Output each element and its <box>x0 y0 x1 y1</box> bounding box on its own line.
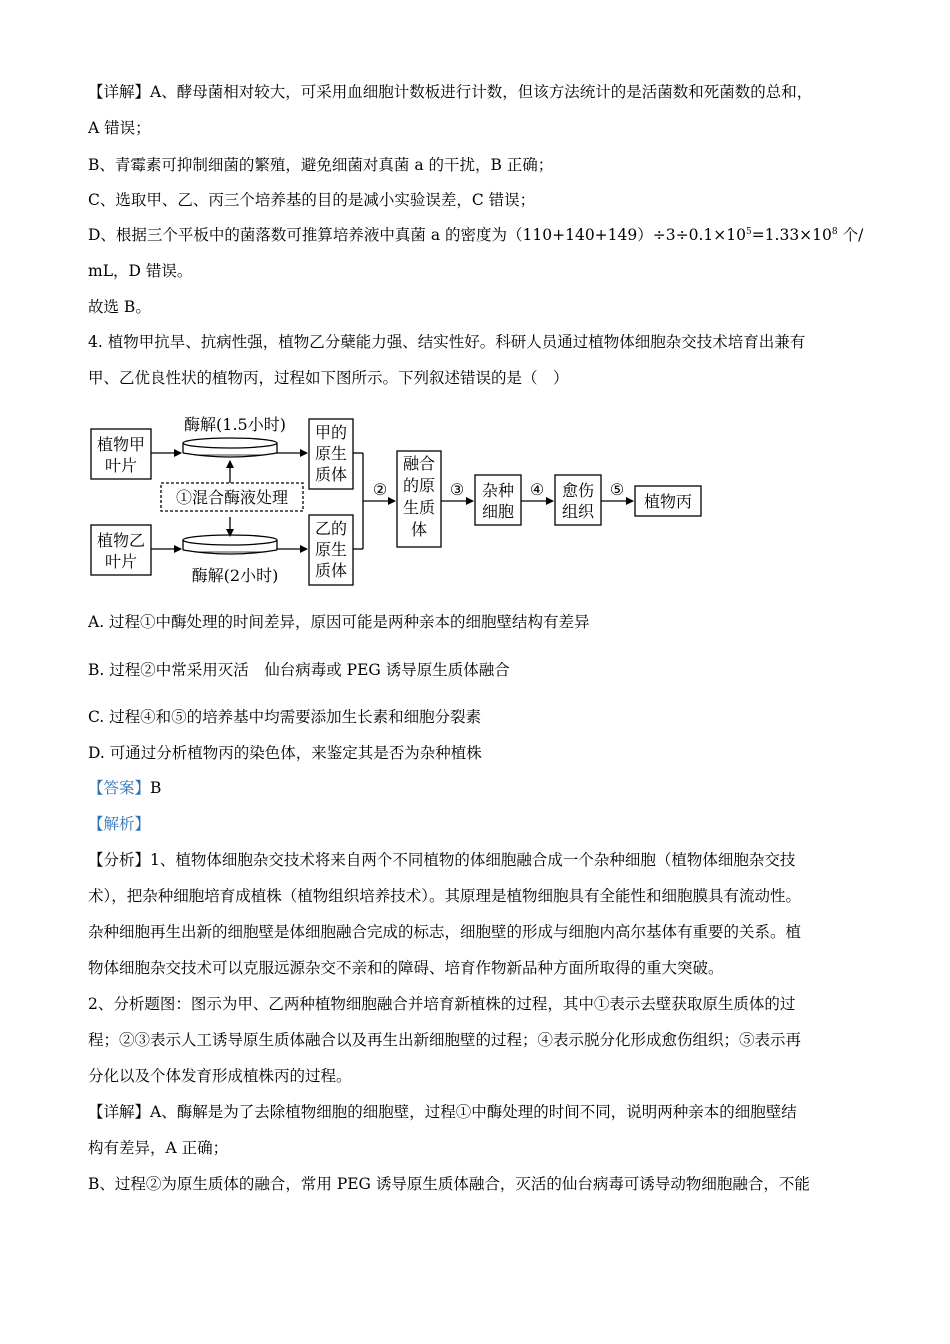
exponent-8: 8 <box>831 226 838 237</box>
analysis-detail-line-1: 【详解】A、酶解是为了去除植物细胞的细胞壁，过程①中酶处理的时间不同，说明两种亲本的细胞壁结 <box>88 1103 797 1121</box>
option-b: B. 过程②中常采用灭活 仙台病毒或 PEG 诱导原生质体融合 <box>88 661 510 679</box>
fused-line-4: 体 <box>410 520 428 539</box>
exponent-5: 5 <box>745 226 752 237</box>
hybrid-line-2: 细胞 <box>481 502 515 521</box>
process-diagram <box>85 405 710 590</box>
protoplast-a-line-1: 甲的 <box>314 423 348 442</box>
mix-enzyme-label: ①混合酶液处理 <box>175 488 289 507</box>
step-4-label: ④ <box>529 480 545 499</box>
fused-line-1: 融合 <box>402 454 436 473</box>
question-line-1: 4. 植物甲抗旱、抗病性强，植物乙分蘖能力强、结实性好。科研人员通过植物体细胞杂交技术培育出兼有 <box>88 333 806 351</box>
hybrid-line-1: 杂种 <box>481 481 515 500</box>
detail-line-3: B、青霉素可抑制细菌的繁殖，避免细菌对真菌 a 的干扰，B 正确； <box>88 156 554 174</box>
answer-label: 【答案】 <box>88 779 151 797</box>
analysis-label: 【解析】 <box>88 815 151 833</box>
leaf-b-line-2: 叶片 <box>104 552 138 571</box>
detail-line-5 <box>88 225 863 245</box>
step-5-label: ⑤ <box>609 480 625 499</box>
analysis-p1-line-1: 【分析】1、植物体细胞杂交技术将来自两个不同植物的体细胞融合成一个杂种细胞（植物体细胞杂交技 <box>88 851 796 869</box>
enzyme-bottom-label: 酶解(2小时) <box>191 566 279 585</box>
analysis-p2-line-1: 2、分析题图：图示为甲、乙两种植物细胞融合并培育新植株的过程，其中①表示去壁获取原生质体的过 <box>88 995 796 1013</box>
protoplast-a-line-2: 原生 <box>314 444 348 463</box>
detail-line-6: mL，D 错误。 <box>88 262 193 280</box>
analysis-detail-line-2: 构有差异，A 正确； <box>88 1139 229 1157</box>
analysis-p2-line-2: 程；②③表示人工诱导原生质体融合以及再生出新细胞壁的过程；④表示脱分化形成愈伤组织；⑤表示再 <box>88 1031 802 1049</box>
protoplast-a-line-3: 质体 <box>314 465 348 484</box>
callus-line-2: 组织 <box>561 502 595 521</box>
callus-line-1: 愈伤 <box>561 481 595 500</box>
analysis-p1-line-3: 杂种细胞再生出新的细胞壁是体细胞融合完成的标志，细胞壁的形成与细胞内高尔基体有重要的关系。植 <box>88 923 802 941</box>
detail-line-7: 故选 B。 <box>88 298 151 316</box>
detail-line-2: A 错误； <box>88 119 151 137</box>
detail-line-5-text-c: 个/ <box>837 226 864 244</box>
option-d: D. 可通过分析植物丙的染色体，来鉴定其是否为杂种植株 <box>88 744 482 762</box>
analysis-p2-line-3: 分化以及个体发育形成植株丙的过程。 <box>88 1067 352 1085</box>
protoplast-b-line-2: 原生 <box>314 540 348 559</box>
detail-line-1: 【详解】A、酵母菌相对较大，可采用血细胞计数板进行计数，但该方法统计的是活菌数和死菌数的总和， <box>88 83 813 101</box>
leaf-a-line-2: 叶片 <box>104 456 138 475</box>
plant-c-label: 植物丙 <box>643 492 693 511</box>
protoplast-b-line-1: 乙的 <box>314 519 348 538</box>
leaf-a-line-1: 植物甲 <box>96 435 146 454</box>
option-a: A. 过程①中酶处理的时间差异，原因可能是两种亲本的细胞壁结构有差异 <box>88 613 590 631</box>
fused-line-3: 生质 <box>402 498 436 517</box>
analysis-p1-line-2: 术），把杂种细胞培育成植株（植物组织培养技术）。其原理是植物细胞具有全能性和细胞膜具有流动性。 <box>88 887 802 905</box>
step-3-label: ③ <box>449 480 465 499</box>
leaf-b-line-1: 植物乙 <box>96 531 146 550</box>
answer-value: B <box>150 779 162 797</box>
enzyme-top-label: 酶解(1.5小时) <box>184 415 286 434</box>
detail-line-4: C、选取甲、乙、丙三个培养基的目的是减小实验误差，C 错误； <box>88 191 536 209</box>
analysis-p1-line-4: 物体细胞杂交技术可以克服远源杂交不亲和的障碍、培育作物新品种方面所取得的重大突破。 <box>88 959 724 977</box>
fused-line-2: 的原 <box>402 476 436 495</box>
option-c: C. 过程④和⑤的培养基中均需要添加生长素和细胞分裂素 <box>88 708 482 726</box>
step-2-label: ② <box>372 480 388 499</box>
detail-line-5-text-a: D、根据三个平板中的菌落数可推算培养液中真菌 a 的密度为（110+140+149）÷3÷0.1×10 <box>88 226 746 244</box>
detail-line-5-text-b: =1.33×10 <box>751 226 832 244</box>
dish-bottom-lid <box>183 535 277 545</box>
protoplast-b-line-3: 质体 <box>314 561 348 580</box>
answer-line <box>88 778 161 798</box>
dish-top-lid <box>183 438 277 448</box>
analysis-detail-line-3: B、过程②为原生质体的融合，常用 PEG 诱导原生质体融合，灭活的仙台病毒可诱导动物细胞融合，不能 <box>88 1175 810 1193</box>
question-line-2: 甲、乙优良性状的植物丙，过程如下图所示。下列叙述错误的是（ ） <box>88 369 569 387</box>
